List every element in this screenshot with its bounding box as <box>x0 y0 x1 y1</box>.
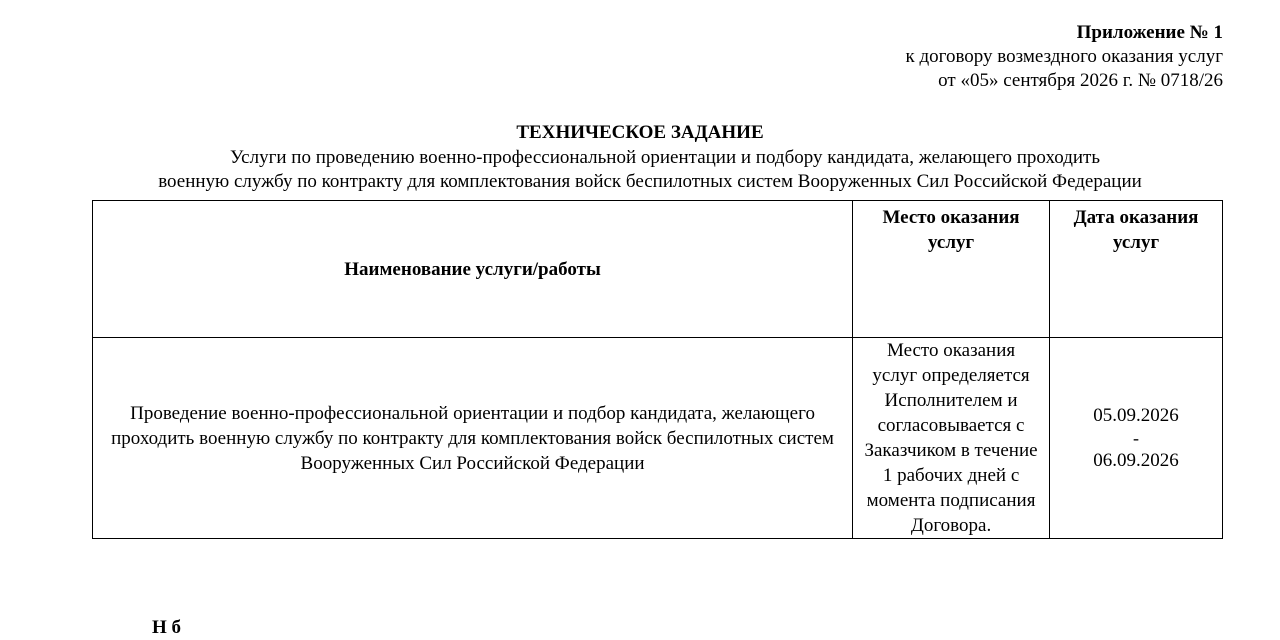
service-date-to: 06.09.2026 <box>1093 450 1179 471</box>
service-date-from: 05.09.2026 <box>1093 405 1179 426</box>
specification-table <box>92 200 1223 539</box>
header-service-name <box>93 201 853 338</box>
service-date-cell <box>1050 338 1223 539</box>
subject-line-2: военную службу по контракту для комплектования войск беспилотных систем Вооруженных Сил Российской Федерации <box>158 171 1142 192</box>
service-name-text: Проведение военно-профессиональной ориентации и подбор кандидата, желающего проходить военную службу по контракту для комплектования войск беспилотных систем Вооруженных Сил Российской Федерации <box>111 402 834 474</box>
header-service-place-label: Место оказания услуг <box>882 207 1020 253</box>
header-service-date <box>1050 201 1223 338</box>
table-row <box>93 338 1223 539</box>
service-place-text: Место оказания услуг определяется Исполнителем и согласовывается с Заказчиком в течение 1 рабочих дней с момента подписания Договора. <box>864 340 1038 536</box>
header-service-place <box>853 201 1050 338</box>
cut-off-text: Н б <box>152 617 182 638</box>
document-subject <box>60 146 1240 194</box>
appendix-header <box>906 21 1224 93</box>
document-title: ТЕХНИЧЕСКОЕ ЗАДАНИЕ <box>516 122 764 143</box>
header-service-date-label: Дата оказания услуг <box>1073 207 1199 253</box>
header-service-name-label: Наименование услуги/работы <box>344 258 601 280</box>
subject-line-1: Услуги по проведению военно-профессиональной ориентации и подбору кандидата, желающего проходить <box>230 147 1100 168</box>
appendix-contract-line: к договору возмездного оказания услуг <box>905 46 1223 67</box>
appendix-title: Приложение № 1 <box>1076 22 1223 43</box>
service-place-cell <box>853 338 1050 539</box>
service-date-separator: - <box>1133 428 1140 448</box>
service-name-cell <box>93 338 853 539</box>
table-header-row <box>93 201 1223 338</box>
appendix-date-line: от «05» сентября 2026 г. № 0718/26 <box>938 70 1223 91</box>
